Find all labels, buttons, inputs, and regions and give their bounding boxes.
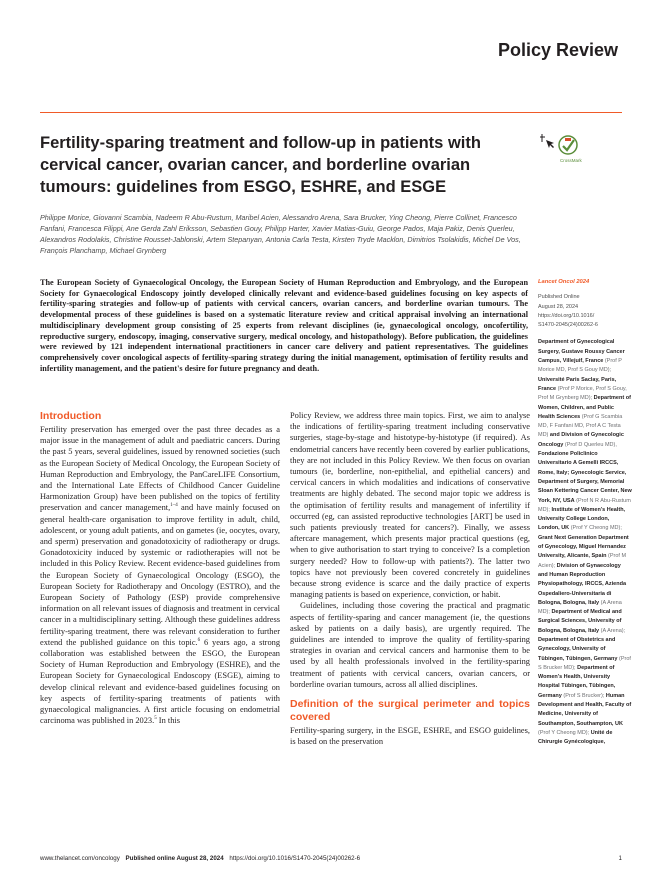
doi-link[interactable]: https://doi.org/10.1016/	[538, 312, 595, 319]
published-date: August 28, 2024	[538, 303, 579, 310]
reference-marker[interactable]: 6	[197, 638, 201, 644]
footer-published: Published online August 28, 2024	[125, 855, 224, 862]
publication-info	[538, 293, 632, 330]
affiliation-person: (Prof S Brucker);	[561, 692, 606, 699]
affiliation-person: (A Arena);	[599, 627, 626, 634]
page-number: 1	[618, 855, 622, 862]
footer-doi-link[interactable]: https://doi.org/10.1016/S1470-2045(24)00262-6	[229, 855, 361, 862]
affiliation-person: (Prof S Brucker MD);	[538, 655, 631, 671]
definition-heading: Definition of the surgical perimeter and topics covered	[290, 698, 530, 724]
body-paragraph: Guidelines, including those covering the practical and pragmatic aspects of fertility-sparing and cancer management (ie, the questions asked by patients on a daily basis), are urgently required. The guidelines are intended to improve the quality of fertility-sparing strategies in ovarian and cervical cancers and harmonise them to be used by all health professionals involved in the fertility-sparing treatment of patients with cervical cancers, ovarian cancers, or borderline ovarian tumours, across all allied disciplines.	[290, 601, 530, 689]
header-rule	[40, 112, 622, 113]
affiliation-person: (Prof P Morice MD,	[538, 358, 622, 374]
author-list: Philippe Morice, Giovanni Scambia, Nadeem R Abu-Rustum, Maribel Acien, Alessandro Arena, Sara Brucker, Ying Cheong, Pierre Collinet, Francesco Fanfani, Francesca Filippi, Ane Gerda Zahl Eriksson, Sebastien Gouy, Philipp Harter, Xavier Matias-Guiu, George Pados, Maja Pakiz, Denis Querleu, Alexandros Rodolakis, Christine Rousset-Jablonski, Artem Stepanyan, Antonia Carla Testa, Kirsten Tryde Macklon, Dimitrios Tsolakidis, Michel De Vos, François Planchamp, Michael Grynberg	[40, 213, 521, 255]
page-footer	[40, 855, 622, 862]
abstract: The European Society of Gynaecological Oncology, the European Society of Human Reproduction and Embryology, and the European Society for Gynaecological Endoscopy jointly developed clinically relevant and evidence-based guidelines focusing on key aspects of fertility-sparing strategies and follow-up of patients with cervical cancers, ovarian cancers, and borderline ovarian tumours. The developmental process of these guidelines is based on a systematic literature review and critical appraisal involving an international multidisciplinary development group consisting of 25 experts from relevant disciplines (ie, gynaecological oncology, oncofertility, reproductive surgery, endoscopy, imaging, conservative surgery, medical oncology, and histopathology). Before publication, the guidelines were reviewed by 121 independent international practitioners in cancer care delivery and patient representatives. The guidelines comprehensively cover oncological aspects of fertility-sparing strategy during the initial management, optimisation of fertility results and infertility management, and the patient's desire for future pregnancy and death.	[40, 278, 528, 373]
affiliation-institution: Fondazione Policlinico Universitario A Gemelli IRCCS, Rome, Italy; Gynecologic Service, Department of Surgery, Memorial Sloan Kettering Cancer Center, New York, NY, USA	[538, 451, 632, 504]
affiliation-person: (Prof N R Abu-Rustum MD);	[538, 497, 631, 513]
body-paragraph: Policy Review, we address three main topics. First, we aim to analyse the indications of fertility-sparing treatment including conservative surgeries, stage-by-stage and histotype-by-histotype (if required). As endometrial cancers have recently been covered by earlier publications, they are not included in this Policy Review. We then focus on ovarian tumours (ie, borderline, non-epithelial, and epithelial cancers) and cervical cancers in which modalities and indications of conservative treatments are highly debated. The second major topic we address is the optimisation of fertility results and management of infertility if occurred (eg, can assisted reproductive technologies [ART] be used in such patients previously treated for cancers?). Finally, we assess aftercare management, which presents major practical questions (eg, when to give authorisation to start trying to conceive? Is a completion surgery needed? How to follow-up with patients?). The latter two topics have not previously been covered concretely in guidelines because strong evidence is scarce and the daily practice of experts managing patients is based on experience, conviction, or habit.	[290, 411, 530, 600]
affiliation-person: (Prof P Morice, Prof S Gouy, Prof M Grynberg MD);	[538, 385, 627, 402]
affiliation-institution: Department of Women, Children, and Public Health Sciences	[538, 395, 631, 420]
published-label: Published Online	[538, 294, 580, 301]
journal-citation: Lancet Oncol 2024	[538, 279, 590, 285]
affiliation-person: (Prof M Acien);	[538, 553, 627, 569]
affiliation-person: Prof S Gouy MD);	[567, 367, 612, 374]
affiliation-institution: Université Paris Saclay, Paris, France	[538, 376, 617, 392]
affiliation-institution: Human Development and Health, Faculty of Medicine, University of Southampton, Southampton, UK	[538, 692, 632, 727]
journal-website-link[interactable]: www.thelancet.com/oncology	[40, 855, 120, 862]
reference-marker[interactable]: 1–4	[170, 503, 178, 509]
reference-marker[interactable]: 5	[154, 716, 157, 722]
affiliation-institution: Division of Gynaecology and Human Reproduction Physiopathology, IRCCS, Azienda Ospedaliero-Universitaria di Bologna, Bologna, Italy	[538, 562, 627, 606]
introduction-paragraph: Fertility preservation has emerged over the past three decades as a major issue in the management of adult and paediatric cancers. During the past 5 years, several guidelines, issued by renowned societies (such as the European Society of Medical Oncology, the European Society of Human Reproduction and Embryology, the PanCareLIFE Consortium, and the International Late Effects of Childhood Cancer Guideline Harmonization Group) have been published on the topics of fertility preservation and cancer management,$^{1-4}$ and have mainly focused on general health-care organisation to improve fertility in adult, child, adolescent, or young adult patients, and on gametes (ie, oocytes, ovary, and sperm) preservation and gonadotoxicity of radiotherapy or drugs. Gonadotoxicity induced by systemic or radiotherapies will not be included in this Policy Review. Recent evidence-based guidelines from the European Society of Gynaecological Oncology (ESGO), the European Society for Radiotherapy and Oncology (ESTRO), and the European Society of Pathology (ESP) provide comprehensive information on all relevant issues of diagnosis and treatment in cervical cancer in a multidisciplinary setting. Although these guidelines address fertility-sparing treatment, there was relevant consideration to further extend the published guidance on this topic.$^6$ 6 years ago, a strong collaboration was established between the ESGO, the European Society of Human Reproduction and Embryology (ESHRE), and the European Society for Gynaecological Endoscopy (ESGE), aiming to develop clinical relevant and evidence-based guidelines focusing on key aspects of fertility-sparing treatments of patients with gynaecological malignancies. A first article focusing on endometrial carcinoma was published in 2023.$^5$ In this	[40, 425, 281, 726]
affiliation-person: (Prof G Scambia MD, F Fanfani MD, Prof A C Testa MD)	[538, 413, 623, 439]
doi-link[interactable]: S1470-2045(24)00262-6	[538, 322, 598, 329]
affiliation-institution: and Division of Gynecologic Oncology	[538, 432, 624, 448]
affiliations	[538, 338, 632, 747]
body-column-left	[40, 410, 280, 726]
affiliation-institution: Department of Women's Health, University Hospital Tübingen, Tübingen, Germany	[538, 664, 616, 699]
affiliation-institution: Institute of Women's Health, University College London, London, UK	[538, 506, 626, 532]
article-title: Fertility-sparing treatment and follow-up in patients with cervical cancer, ovarian cancer, and borderline ovarian tumours: guidelines from ESGO, ESHRE, and ESGE	[40, 134, 481, 196]
sidebar	[538, 278, 632, 748]
affiliation-person: (Prof D Querleu MD),	[563, 441, 617, 448]
affiliation-institution: Department of Gynecological Surgery, Gustave Roussy Cancer Campus, Villejuif, France	[538, 339, 625, 365]
affiliation-person: (Prof Y Cheong MD);	[569, 525, 622, 532]
body-column-right	[290, 410, 530, 747]
affiliation-person: (Prof Y Cheong MD);	[538, 729, 591, 736]
body-paragraph: Fertility-sparing surgery, in the ESGE, ESHRE, and ESGO guidelines, is based on the preservation	[290, 726, 530, 747]
affiliation-institution: Department of Obstetrics and Gynecology, University of Tübingen, Tübingen, Germany	[538, 636, 618, 662]
section-label: Policy Review	[497, 40, 618, 60]
affiliation-institution: Grant Next Generation Department of Gynecology, Miguel Hernandez University, Alicante, Spain	[538, 534, 629, 560]
affiliation-person: (A Arena MD);	[538, 599, 622, 616]
crossmark-label: CrossMark	[560, 158, 582, 163]
affiliation-institution: Department of Medical and Surgical Sciences, University of Bologna, Bologna, Italy	[538, 609, 622, 634]
introduction-heading: Introduction	[40, 410, 102, 422]
affiliation-institution: Unité de Chirurgie Gynécologique,	[538, 729, 613, 746]
